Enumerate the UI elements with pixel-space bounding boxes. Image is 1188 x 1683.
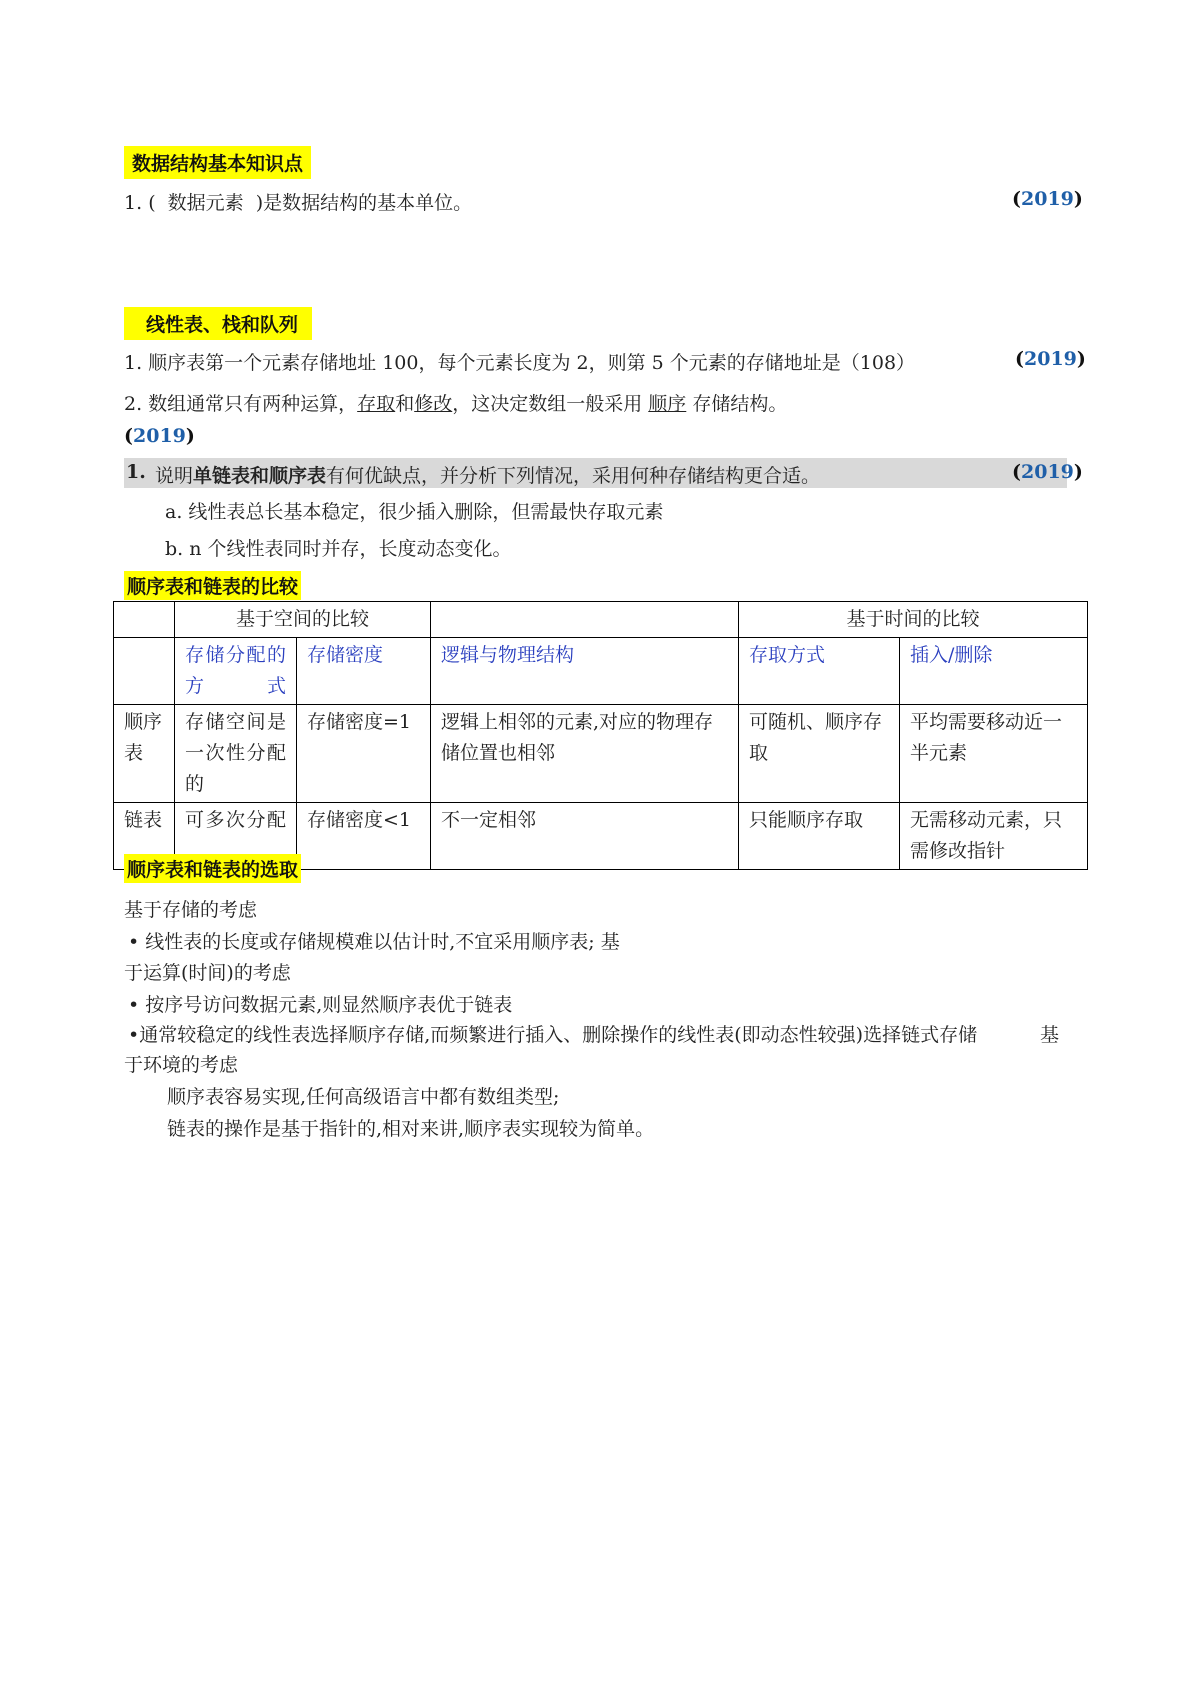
section-title-selection: 顺序表和链表的选取 (124, 854, 301, 883)
year-value: 2019 (1021, 188, 1074, 210)
q2-text-b: 和 (395, 393, 415, 415)
year-value: 2019 (1024, 348, 1077, 370)
selection-line-1: 基于存储的考虑 (124, 899, 258, 921)
table-header-row (114, 602, 1088, 638)
cell-insert: 平均需要移动近一半元素 (900, 705, 1088, 803)
selection-line-3: 于运算(时间)的考虑 (124, 962, 291, 984)
row-label: 链表 (114, 803, 175, 870)
paren-open: ( (148, 192, 156, 214)
subheader-density: 存储密度 (297, 638, 431, 705)
question-linear-1: 1. 顺序表第一个元素存储地址 100，每个元素长度为 2，则第 5 个元素的存储地址是（108） (124, 352, 916, 374)
table-corner-cell (114, 602, 175, 638)
paren-close: ) (255, 192, 264, 214)
year-tag: (2019) (1012, 461, 1083, 483)
question-number: 1. (124, 192, 143, 214)
q2-underline-sequential: 顺序 (648, 393, 687, 415)
question-basic-1 (124, 188, 472, 215)
comparison-table (113, 601, 1088, 870)
year-tag: (2019) (1015, 348, 1086, 370)
section-title-basics: 数据结构基本知识点 (124, 146, 311, 179)
q3-text-b: 有何优缺点，并分析下列情况，采用何种存储结构更合适。 (326, 465, 821, 487)
selection-line-7: 顺序表容易实现,任何高级语言中都有数组类型; (167, 1086, 560, 1108)
q2-text-d: 存储结构。 (686, 393, 788, 415)
row-label: 顺序表 (114, 705, 175, 803)
q2-text-a: 2. 数组通常只有两种运算， (124, 393, 358, 415)
header-empty (431, 602, 739, 638)
selection-line-6: 于环境的考虑 (124, 1054, 239, 1076)
question-text: 是数据结构的基本单位。 (263, 192, 473, 214)
question-linear-3 (124, 458, 1083, 488)
subheader-alloc: 存储分配的方式 (175, 638, 297, 705)
cell-access: 只能顺序存取 (739, 803, 900, 870)
cell-access: 可随机、顺序存取 (739, 705, 900, 803)
q3-number: 1. (126, 461, 146, 483)
year-tag: (2019) (1012, 188, 1083, 210)
header-space: 基于空间的比较 (175, 602, 431, 638)
selection-line-5-tail: 基 (1040, 1024, 1060, 1046)
section-title-linear: 线性表、栈和队列 (124, 307, 312, 340)
year-tag: (2019) (124, 425, 195, 447)
answer-text: 数据元素 (167, 192, 244, 214)
header-time: 基于时间的比较 (739, 602, 1088, 638)
selection-line-4: • 按序号访问数据元素,则显然顺序表优于链表 (128, 994, 513, 1016)
selection-line-8: 链表的操作是基于指针的,相对来讲,顺序表实现较为简单。 (167, 1118, 655, 1140)
subheader-empty (114, 638, 175, 705)
cell-logic: 不一定相邻 (431, 803, 739, 870)
q3-item-a: a. 线性表总长基本稳定，很少插入删除，但需最快存取元素 (165, 501, 664, 523)
q2-underline-modify: 修改 (414, 393, 453, 415)
cell-alloc: 可多次分配 (175, 803, 297, 870)
subheader-access: 存取方式 (739, 638, 900, 705)
q3-item-b: b. n 个线性表同时并存，长度动态变化。 (165, 538, 512, 560)
year-value: 2019 (133, 425, 186, 447)
cell-alloc: 存储空间是一次性分配的 (175, 705, 297, 803)
question-linear-2 (124, 389, 787, 416)
selection-line-5: •通常较稳定的线性表选择顺序存储,而频繁进行插入、删除操作的线性表(即动态性较强)选择链式存储 (128, 1024, 978, 1046)
section-title-comparison: 顺序表和链表的比较 (124, 571, 301, 600)
q2-underline-access: 存取 (357, 393, 396, 415)
subheader-insert: 插入/删除 (900, 638, 1088, 705)
q2-text-c: ，这决定数组一般采用 (452, 393, 649, 415)
subheader-logic: 逻辑与物理结构 (431, 638, 739, 705)
table-subheader-row (114, 638, 1088, 705)
q3-text (155, 461, 820, 488)
table-row (114, 705, 1088, 803)
cell-logic: 逻辑上相邻的元素,对应的物理存储位置也相邻 (431, 705, 739, 803)
cell-density: 存储密度=1 (297, 705, 431, 803)
cell-insert: 无需移动元素，只需修改指针 (900, 803, 1088, 870)
cell-density: 存储密度<1 (297, 803, 431, 870)
year-value: 2019 (1021, 461, 1074, 483)
q3-bold-text: 单链表和顺序表 (193, 465, 327, 487)
q3-text-a: 说明 (155, 465, 194, 487)
selection-line-2: • 线性表的长度或存储规模难以估计时,不宜采用顺序表; 基 (128, 931, 620, 953)
